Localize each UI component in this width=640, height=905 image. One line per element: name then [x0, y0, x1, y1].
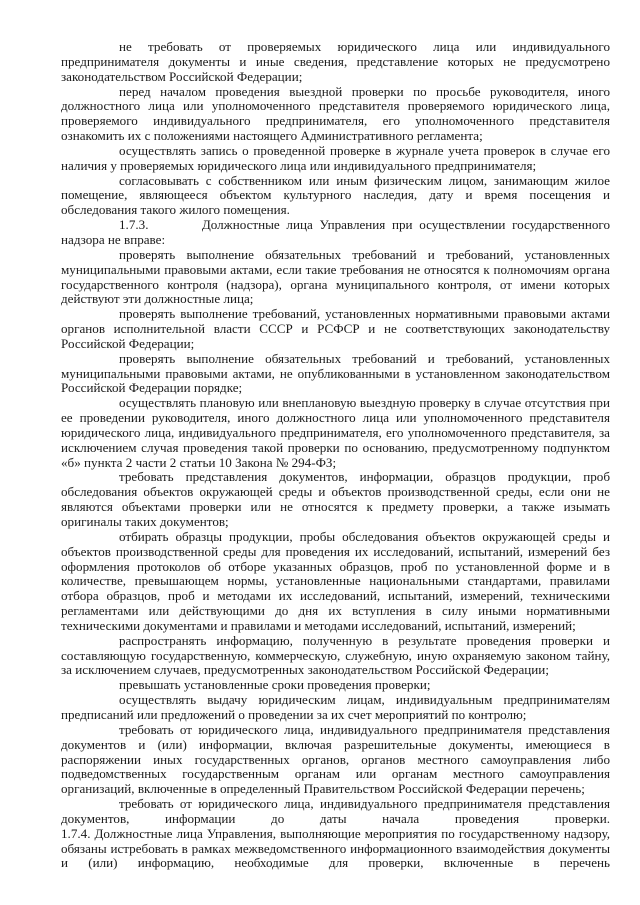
- paragraph-13: превышать установленные сроки проведения проверки;: [119, 677, 431, 693]
- paragraph-14: осуществлять выдачу юридическим лицам, индивидуальным предпринимателям предписаний или предложений о проведении за их счет мероприятий по контролю;: [61, 692, 610, 722]
- paragraph-4: согласовывать с собственником или иным физическим лицом, занимающим жилое помещение, являющееся объектом культурного наследия, дату и время посещения и обследования такого жилого помещения.: [61, 172, 610, 218]
- paragraph-2: перед началом проведения выездной проверки по просьбе руководителя, иного должностного лица или уполномоченного представителя проверяемого юридического лица, проверяемого индивидуального предпринимателя, его уполномоченного представителя ознакомить их с положениями настоящего Административного регламента;: [61, 83, 610, 144]
- paragraph-9: осуществлять плановую или внеплановую выездную проверку в случае отсутствия при ее проведении руководителя, иного должностного лица или уполномоченного представителя юридического лица, индивидуального предпринимателя, его уполномоченного представителя, за исключением случая проведения такой проверки по основанию, предусмотренному подпунктом «б» пункта 2 части 2 статьи 10 Закона № 294-ФЗ;: [61, 395, 610, 470]
- paragraph-16: требовать от юридического лица, индивидуального предпринимателя представления документов, информации до даты начала проведения проверки.: [61, 796, 610, 826]
- section-1-7-4: 1.7.4. Должностные лица Управления, выполняющие мероприятия по государственному надзору, обязаны истребовать в рамках межведомственного информационного взаимодействия документы и (или) информацию, необходимые для проверки, включенные в перечень: [61, 825, 610, 871]
- paragraph-10: требовать представления документов, информации, образцов продукции, проб обследования объектов окружающей среды и объектов производственной среды, если они не являются объектами проверки или не относятся к предмету проверки, а также изымать оригиналы таких документов;: [61, 469, 610, 529]
- section-1-7-3: 1.7.3. Должностные лица Управления при осуществлении государственного надзора не вправе:: [61, 217, 610, 247]
- paragraph-8: проверять выполнение обязательных требований и требований, установленных муниципальными правовыми актами, не опубликованными в установленном законодательством Российской Федерации порядке;: [61, 350, 610, 396]
- paragraph-7: проверять выполнение требований, установленных нормативными правовыми актами органов исполнительной власти СССР и РСФСР и не соответствующих законодательству Российской Федерации;: [61, 306, 610, 351]
- paragraph-12: распространять информацию, полученную в результате проведения проверки и составляющую государственную, коммерческую, служебную, иную охраняемую законом тайну, за исключением случаев, предусмотренных законодательством Российской Федерации;: [61, 632, 610, 678]
- paragraph-15: требовать от юридического лица, индивидуального предпринимателя представления документов и (или) информации, включая разрешительные документы, имеющиеся в распоряжении иных государственных органов, органов местного самоуправления либо подведомственных государственным органам или органам местного самоуправления организаций, включенные в определенный Правительством Российской Федерации перечень;: [61, 721, 610, 797]
- paragraph-6: проверять выполнение обязательных требований и требований, установленных муниципальными правовыми актами, если такие требования не относятся к полномочиям органа государственного контроля (надзора), органа муниципального контроля, от имени которых действуют эти должностные лица;: [61, 246, 610, 307]
- paragraph-1: не требовать от проверяемых юридического лица или индивидуального предпринимателя документы и иные сведения, представление которых не предусмотрено законодательством Российской Федерации;: [61, 39, 610, 84]
- paragraph-3: осуществлять запись о проведенной проверке в журнале учета проверок в случае его наличия у проверяемых юридического лица или индивидуального предпринимателя;: [61, 142, 610, 173]
- paragraph-11: отбирать образцы продукции, пробы обследования объектов окружающей среды и объектов производственной среды для проведения их исследований, испытаний, измерений без оформления протоколов об отборе указанных образцов, проб по установленной форме и в количестве, превышающем нормы, установленные национальными стандартами, правилами отбора образцов, проб и методами их исследований, испытаний, измерений, техническими регламентами или действующими до дня их вступления в силу иными нормативными техническими документами и правилами и методами исследований, испытаний, измерений;: [61, 528, 610, 633]
